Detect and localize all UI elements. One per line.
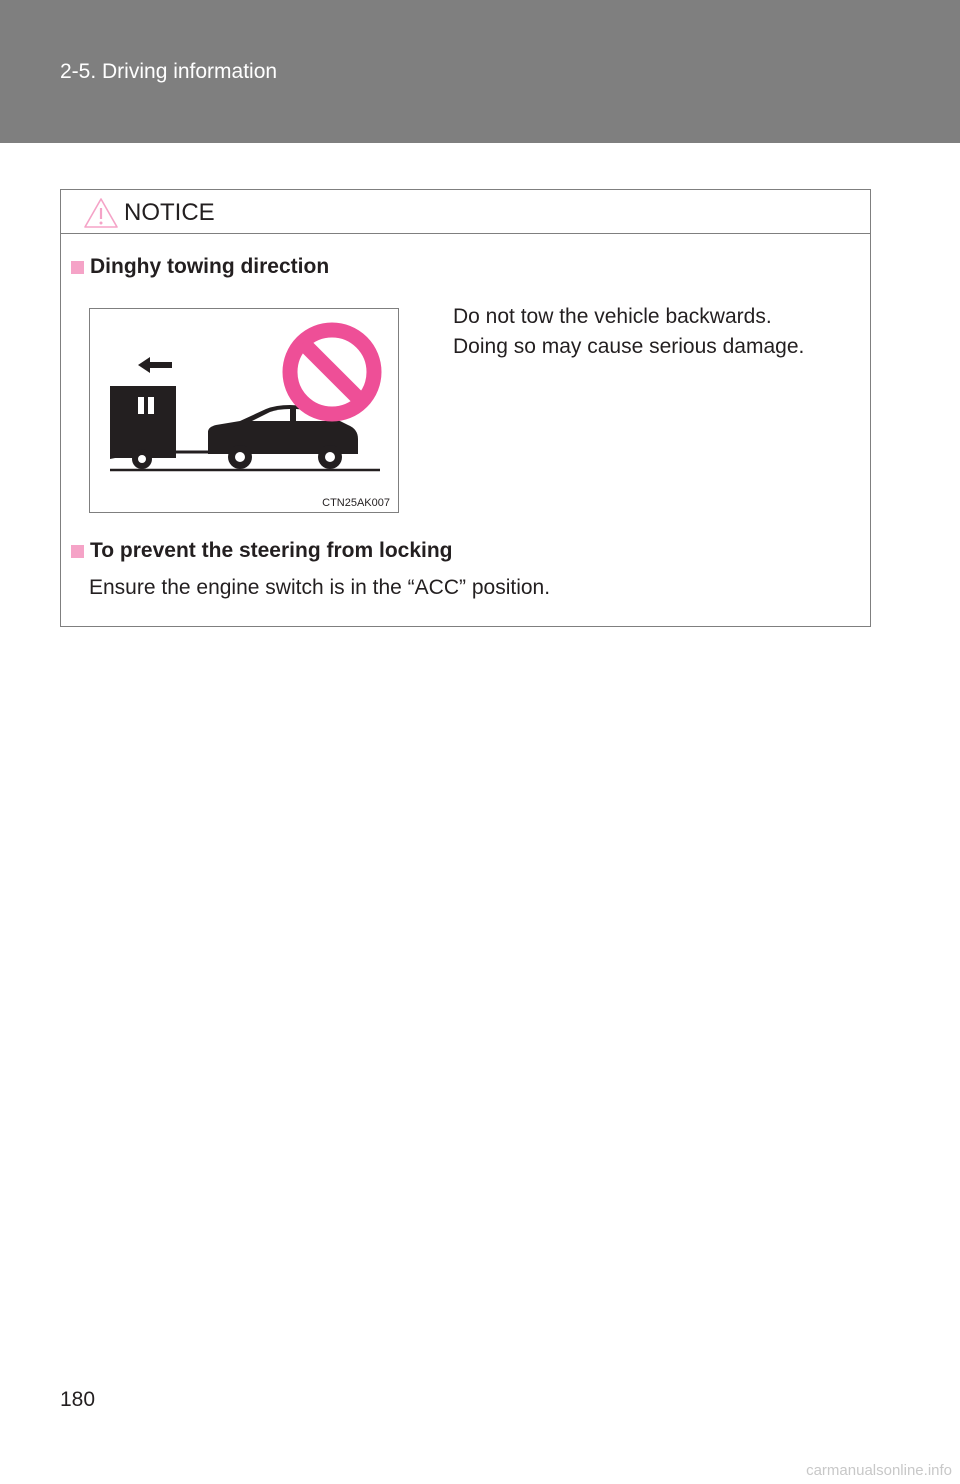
- motorhome-icon: [110, 386, 210, 469]
- watermark: carmanualsonline.info: [806, 1462, 952, 1479]
- section-title: 2-5. Driving information: [60, 60, 278, 83]
- towing-illustration-art: [90, 309, 400, 514]
- bullet-square-icon: [71, 261, 84, 274]
- warning-icon: [83, 197, 119, 229]
- section-heading-steering: [71, 539, 453, 563]
- section-heading-towing: [71, 255, 329, 279]
- notice-header: [61, 190, 870, 234]
- notice-title: NOTICE: [124, 199, 215, 226]
- arrow-left-icon: [138, 357, 172, 373]
- steering-text: Ensure the engine switch is in the “ACC” position.: [89, 576, 551, 599]
- page-header: [0, 0, 960, 143]
- bullet-square-icon: [71, 545, 84, 558]
- section-heading-text: To prevent the steering from locking: [90, 539, 453, 562]
- prohibition-icon: [290, 330, 374, 414]
- figure-code: CTN25AK007: [322, 497, 390, 509]
- notice-box: [60, 189, 871, 627]
- description-line: Doing so may cause serious damage.: [453, 335, 805, 358]
- section-heading-text: Dinghy towing direction: [90, 255, 330, 278]
- towing-illustration: [89, 308, 399, 513]
- towing-description: [453, 302, 853, 362]
- description-line: Do not tow the vehicle backwards.: [453, 305, 772, 328]
- page-number: 180: [60, 1388, 96, 1411]
